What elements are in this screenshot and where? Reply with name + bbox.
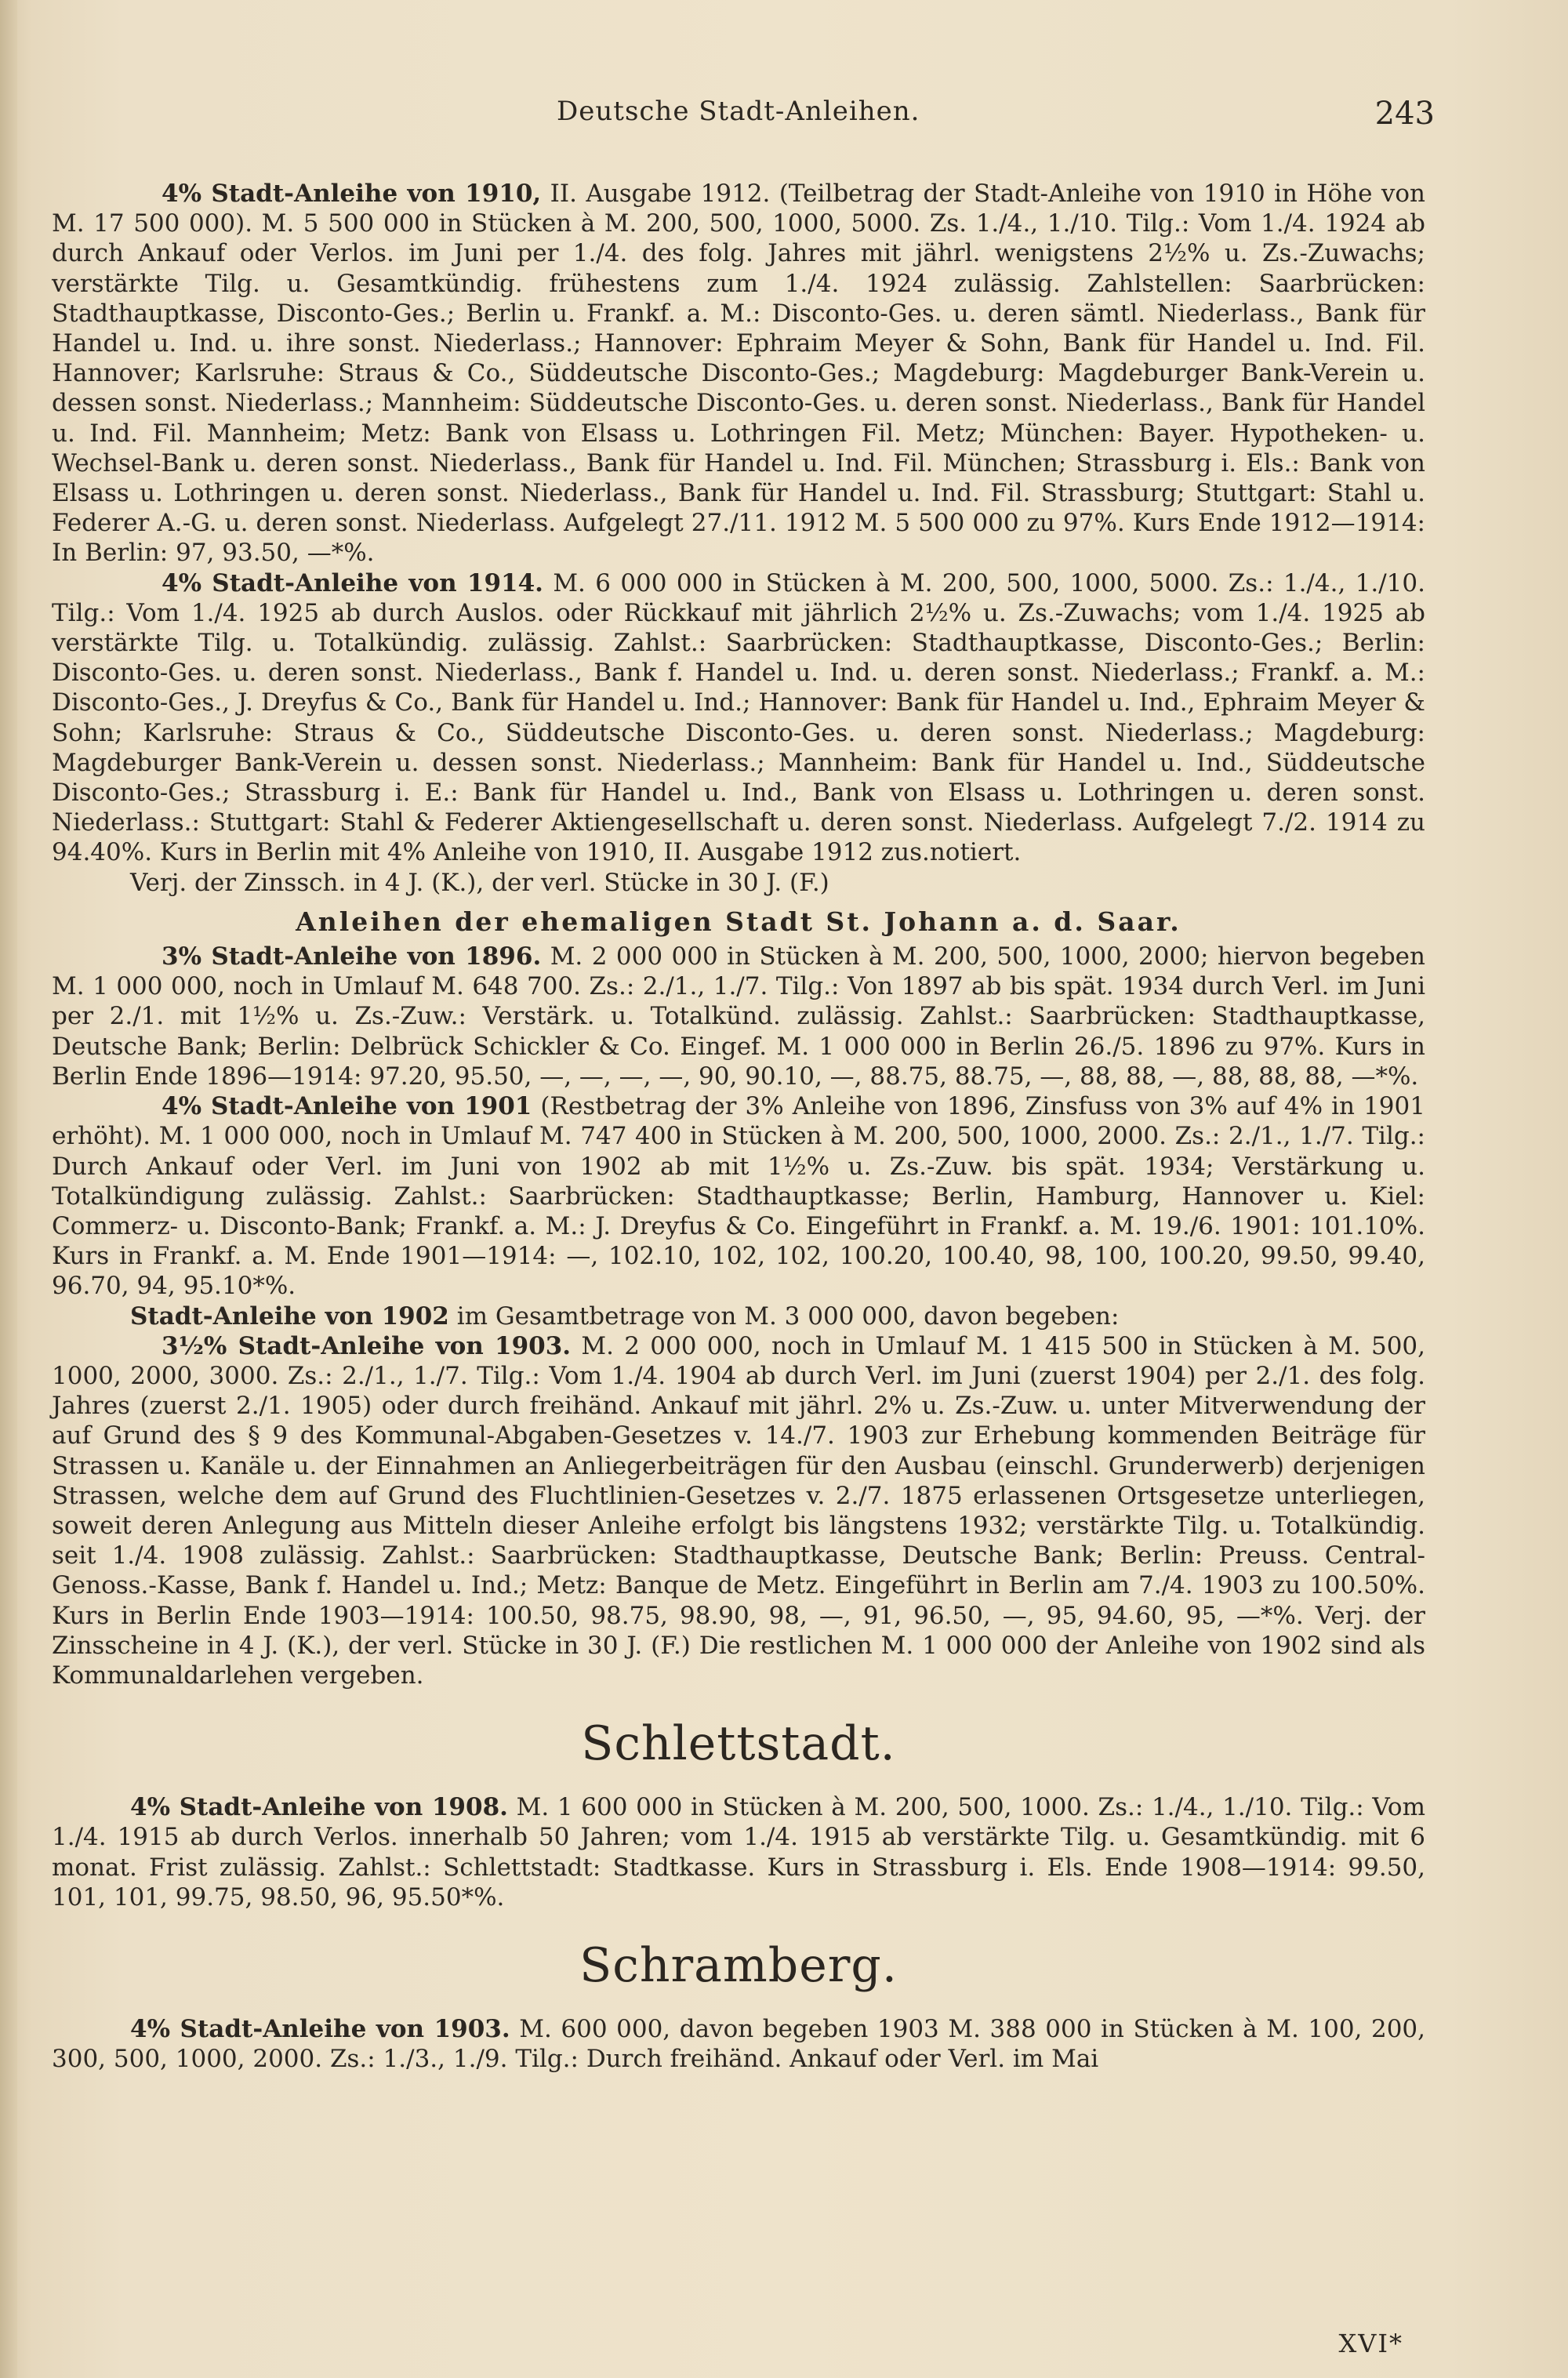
- entry-title: 3% Stadt-Anleihe von 1896.: [162, 942, 542, 971]
- entry-anleihe-1901: [52, 1091, 1425, 1301]
- entry-text: im Gesamtbetrage von M. 3 000 000, davon begeben:: [448, 1302, 1120, 1331]
- page-number: 243: [1374, 96, 1435, 132]
- entry-text: II. Ausgabe 1912. (Teilbetrag der Stadt-Anleihe von 1910 in Höhe von M. 17 500 000). M. 5 500 000 in Stücken à M. 200, 500, 1000, 5000. Zs. 1./4., 1./10. Tilg.: Vom 1./4. 1924 ab durch Ankauf oder Verlos. im Juni per 1./4. des folg. Jahres mit jährl. wenigstens 2½% u. Zs.-Zuwachs; verstärkte Tilg. u. Gesamtkündig. frühestens zum 1./4. 1924 zulässig. Zahlstellen: Saarbrücken: Stadthauptkasse, Disconto-Ges.; Berlin u. Frankf. a. M.: Disconto-Ges. u. deren sämtl. Niederlass., Bank für Handel u. Ind. u. ihre sonst. Niederlass.; Hannover: Ephraim Meyer & Sohn, Bank für Handel u. Ind. Fil. Hannover; Karlsruhe: Straus & Co., Süddeutsche Disconto-Ges.; Magdeburg: Magdeburger Bank-Verein u. dessen sonst. Niederlass.; Mannheim: Süddeutsche Disconto-Ges. u. deren sonst. Niederlass., Bank für Handel u. Ind. Fil. Mannheim; Metz: Bank von Elsass u. Lothringen Fil. Metz; München: Bayer. Hypotheken- u. Wechsel-Bank u. deren sonst. Niederlass., Bank für Handel u. Ind. Fil. München; Strassburg i. Els.: Bank von Elsass u. Lothringen u. deren sonst. Niederlass., Bank für Handel u. Ind. Fil. Strassburg; Stuttgart: Stahl u. Federer A.-G. u. deren sonst. Niederlass. Aufgelegt 27./11. 1912 M. 5 500 000 zu 97%. Kurs Ende 1912—1914: In Berlin: 97, 93.50, —*%.: [52, 180, 1425, 568]
- page-header: [118, 96, 1435, 143]
- entry-text: M. 2 000 000 in Stücken à M. 200, 500, 1000, 2000; hiervon begeben M. 1 000 000, noch in Umlauf M. 648 700. Zs.: 2./1., 1./7. Tilg.: Von 1897 ab bis spät. 1934 durch Verl. im Juni per 2./1. mit 1½% u. Zs.-Zuw.: Verstärk. u. Totalkünd. zulässig. Zahlst.: Saarbrücken: Stadthauptkasse, Deutsche Bank; Berlin: Delbrück Schickler & Co. Eingef. M. 1 000 000 in Berlin 26./5. 1896 zu 97%. Kurs in Berlin Ende 1896—1914: 97.20, 95.50, —, —, —, —, 90, 90.10, —, 88.75, 88.75, —, 88, 88, —, 88, 88, 88, —*%.: [52, 942, 1425, 1091]
- entry-title: 4% Stadt-Anleihe von 1903.: [130, 2014, 510, 2043]
- entry-title: 4% Stadt-Anleihe von 1914.: [162, 568, 543, 597]
- entry-text: M. 1 600 000 in Stücken à M. 200, 500, 1000. Zs.: 1./4., 1./10. Tilg.: Vom 1./4. 1915 ab durch Verlos. innerhalb 50 Jahren; vom 1./4. 1915 ab verstärkte Tilg. u. Gesamtkündig. mit 6 monat. Frist zulässig. Zahlst.: Schlettstadt: Stadtkasse. Kurs in Strassburg i. Els. Ende 1908—1914: 99.50, 101, 101, 99.75, 98.50, 96, 95.50*%.: [52, 1793, 1425, 1911]
- entry-text: M. 600 000, davon begeben 1903 M. 388 000 in Stücken à M. 100, 200, 300, 500, 1000, 2000. Zs.: 1./3., 1./9. Tilg.: Durch freihänd. Ankauf oder Verl. im Mai: [52, 2014, 1425, 2074]
- entry-title: 4% Stadt-Anleihe von 1901: [162, 1092, 532, 1121]
- entry-text: Verj. der Zinssch. in 4 J. (K.), der verl. Stücke in 30 J. (F.): [130, 868, 829, 897]
- entry-anleihe-1896: [52, 942, 1425, 1091]
- entry-anleihe-1914: [52, 568, 1425, 868]
- entry-text: (Restbetrag der 3% Anleihe von 1896, Zinsfuss von 3% auf 4% in 1901 erhöht). M. 1 000 000, noch in Umlauf M. 747 400 in Stücken à M. 200, 500, 1000, 2000. Zs.: 2./1., 1./7. Tilg.: Durch Ankauf oder Verl. im Juni von 1902 ab mit 1½% u. Zs.-Zuw. bis spät. 1934; Verstärkung u. Totalkündigung zulässig. Zahlst.: Saarbrücken: Stadthauptkasse; Berlin, Hamburg, Hannover u. Kiel: Commerz- u. Disconto-Bank; Frankf. a. M.: J. Dreyfus & Co. Eingeführt in Frankf. a. M. 19./6. 1901: 101.10%. Kurs in Frankf. a. M. Ende 1901—1914: —, 102.10, 102, 102, 100.20, 100.40, 98, 100, 100.20, 99.50, 99.40, 96.70, 94, 95.10*%.: [52, 1092, 1425, 1301]
- entry-anleihe-1910: [52, 179, 1425, 568]
- entry-text: M. 6 000 000 in Stücken à M. 200, 500, 1000, 5000. Zs.: 1./4., 1./10. Tilg.: Vom 1./4. 1925 ab durch Auslos. oder Rückkauf mit jährlich 2½% u. Zs.-Zuwachs; vom 1./4. 1925 ab verstärkte Tilg. u. Totalkündig. zulässig. Zahlst.: Saarbrücken: Stadthauptkasse, Disconto-Ges.; Berlin: Disconto-Ges. u. deren sonst. Niederlass., Bank f. Handel u. Ind. u. deren sonst. Niederlass.; Frankf. a. M.: Disconto-Ges., J. Dreyfus & Co., Bank für Handel u. Ind.; Hannover: Bank für Handel u. Ind., Ephraim Meyer & Sohn; Karlsruhe: Straus & Co., Süddeutsche Disconto-Ges. u. deren sonst. Niederlass.; Magdeburg: Magdeburger Bank-Verein u. dessen sonst. Niederlass.; Mannheim: Bank für Handel u. Ind., Süddeutsche Disconto-Ges.; Strassburg i. E.: Bank für Handel u. Ind., Bank von Elsass u. Lothringen u. deren sonst. Niederlass.: Stuttgart: Stahl & Federer Aktiengesellschaft u. deren sonst. Niederlass. Aufgelegt 7./2. 1914 zu 94.40%. Kurs in Berlin mit 4% Anleihe von 1910, II. Ausgabe 1912 zus.notiert.: [52, 568, 1425, 867]
- signature-mark: XVI*: [1338, 2329, 1403, 2358]
- entry-anleihe-1903-st-johann: [52, 1331, 1425, 1690]
- entry-title: 4% Stadt-Anleihe von 1908.: [130, 1793, 508, 1822]
- page-binding-edge: [0, 0, 17, 2378]
- entry-verjaehrung-note: [52, 868, 1425, 898]
- section-heading-schramberg: Schramberg.: [579, 1937, 898, 1993]
- entry-anleihe-1903-schramberg: [52, 2014, 1425, 2074]
- entry-text: M. 2 000 000, noch in Umlauf M. 1 415 500 in Stücken à M. 500, 1000, 2000, 3000. Zs.: 2./1., 1./7. Tilg.: Vom 1./4. 1904 ab durch Verl. im Juni (zuerst 1904) per 2./1. des folg. Jahres (zuerst 2./1. 1905) oder durch freihänd. Ankauf mit jährl. 2% u. Zs.-Zuw. u. unter Mitverwendung der auf Grund des § 9 des Kommunal-Abgaben-Gesetzes v. 14./7. 1903 zur Erhebung kommenden Beiträge für Strassen u. Kanäle u. der Einnahmen an Anliegerbeiträgen für den Ausbau (einschl. Grunderwerb) derjenigen Strassen, welche dem auf Grund des Fluchtlinien-Gesetzes v. 2./7. 1875 erlassenen Ortsgesetze unterliegen, soweit deren Anlegung aus Mitteln dieser Anleihe erfolgt bis längstens 1932; verstärkte Tilg. u. Totalkündig. seit 1./4. 1908 zulässig. Zahlst.: Saarbrücken: Stadthauptkasse, Deutsche Bank; Berlin: Preuss. Central-Genoss.-Kasse, Bank f. Handel u. Ind.; Metz: Banque de Metz. Eingeführt in Berlin am 7./4. 1903 zu 100.50%. Kurs in Berlin Ende 1903—1914: 100.50, 98.75, 98.90, 98, —, 91, 96.50, —, 95, 94.60, 95, —*%. Verj. der Zinsscheine in 4 J. (K.), der verl. Stücke in 30 J. (F.) Die restlichen M. 1 000 000 der Anleihe von 1902 sind als Kommunaldarlehen vergeben.: [52, 1331, 1425, 1690]
- section-heading-st-johann: Anleihen der ehemaligen Stadt St. Johann a. d. Saar.: [296, 906, 1181, 937]
- entry-title: Stadt-Anleihe von 1902: [130, 1302, 449, 1331]
- entry-title: 4% Stadt-Anleihe von 1910,: [162, 180, 542, 208]
- page-body: [52, 179, 1425, 2074]
- entry-anleihe-1902: [52, 1302, 1425, 1331]
- running-title: Deutsche Stadt-Anleihen.: [557, 96, 920, 127]
- section-heading-schlettstadt: Schlettstadt.: [581, 1716, 896, 1772]
- entry-anleihe-1908: [52, 1792, 1425, 1912]
- entry-title: 3½% Stadt-Anleihe von 1903.: [162, 1331, 572, 1360]
